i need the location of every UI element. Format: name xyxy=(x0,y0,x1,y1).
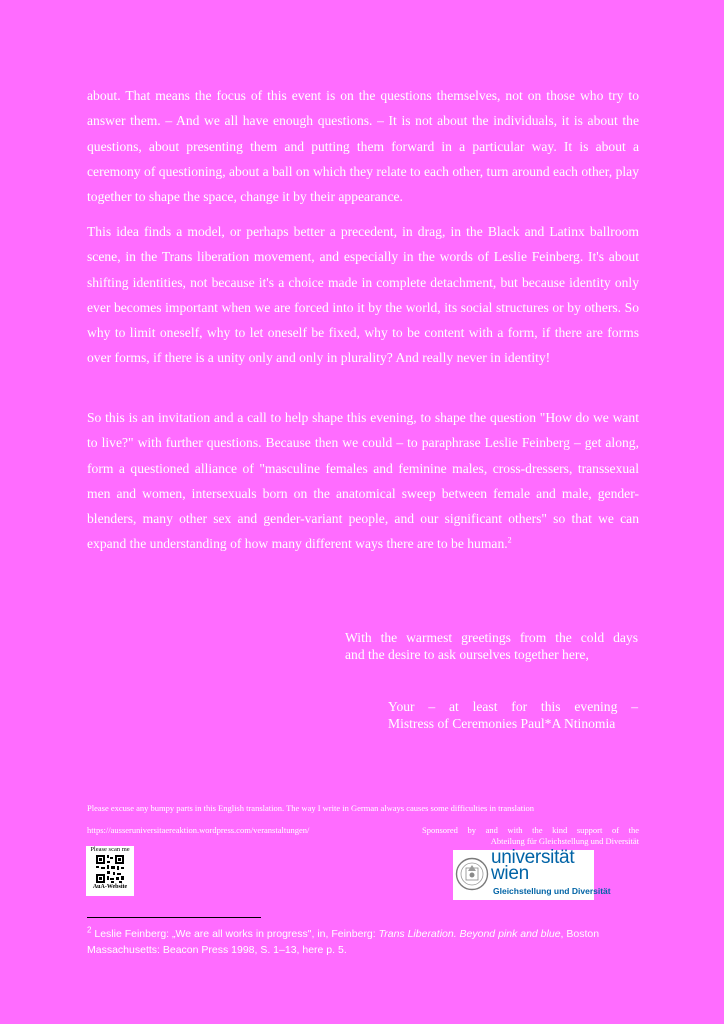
closing-line-3: Your – at least for this evening – xyxy=(388,699,638,714)
closing-line-2: and the desire to ask ourselves together here, xyxy=(345,647,589,662)
body-paragraph-1: about. That means the focus of this event is on the questions themselves, not on those who try to answer them. – And we all have enough questions. – It is not about the individuals, it is about the questions, about presenting them and putting them forward in a particular way. It is about a ceremony of questioning, about a ball on which they relate to each other, turn around each other, play together to shape the space, change it by their appearance. xyxy=(87,88,639,205)
footnote-reference[interactable]: 2 xyxy=(507,535,512,545)
qr-caption-bottom: AuA-Website xyxy=(92,884,128,890)
body-paragraph-3 xyxy=(87,405,639,557)
closing-line-4: Mistress of Ceremonies Paul*A Ntinomia xyxy=(388,716,616,731)
footnote-text-b: , Boston Massachusetts: Beacon Press 1998, S. 1–13, here p. 5. xyxy=(87,928,600,956)
body-paragraph-3-text: So this is an invitation and a call to help shape this evening, to shape the question "How do we want to live?" with further questions. Because then we could – to paraphrase Leslie Feinberg – get along, form a questioned alliance of "masculine females and feminine males, cross-dressers, transsexual men and women, intersexuals born on the anatomical sweep between female and male, gender-blenders, many other sex and gender-variant people, and our significant others" so that we can expand the understanding of how many different ways there are to be human. xyxy=(87,410,639,552)
sponsor-line-2: Abteilung für Gleichstellung und Diversität xyxy=(490,836,639,846)
logo-wordmark-line-1: universität xyxy=(491,847,575,868)
footnote xyxy=(87,926,647,958)
qr-code-icon xyxy=(95,854,125,884)
qr-code[interactable] xyxy=(86,846,134,896)
closing-line-1: With the warmest greetings from the cold days xyxy=(345,630,638,645)
footnote-number: 2 xyxy=(87,925,92,935)
logo-subtitle: Gleichstellung und Diversität xyxy=(493,886,611,896)
qr-caption-top: Please scan me xyxy=(90,846,130,853)
closing-greeting xyxy=(345,629,638,663)
translation-note: Please excuse any bumpy parts in this English translation. The way I write in German always causes some difficulties in translation xyxy=(87,803,535,813)
sponsor-line-1: Sponsored by and with the kind support of the xyxy=(422,825,639,835)
footnote-text-a: Leslie Feinberg: „We are all works in progress", in, Feinberg: xyxy=(91,928,379,940)
sponsor-note xyxy=(422,825,639,847)
website-link[interactable]: https://ausseruniversitaereaktion.wordpress.com/veranstaltungen/ xyxy=(87,825,310,835)
closing-signature xyxy=(388,698,638,732)
body-paragraph-2: This idea finds a model, or perhaps better a precedent, in drag, in the Black and Latinx ballroom scene, in the Trans liberation movement, and especially in the words of Leslie Feinberg. It's about shifting identities, not because it's a choice made in complete detachment, but because identity only ever becomes important when we are forced into it by the world, its social structures or by others. So why to limit oneself, why to let oneself be fixed, why to be content with a form, if there are forms over forms, if there is a unity only and only in plurality? And really never in identity! xyxy=(87,224,639,366)
university-seal-icon xyxy=(455,852,489,896)
footnote-divider xyxy=(87,917,261,918)
logo-wordmark-line-2: wien xyxy=(491,863,529,884)
footnote-book-title: Trans Liberation. Beyond pink and blue xyxy=(378,928,561,940)
logo-wordmark xyxy=(491,847,575,884)
university-vienna-logo xyxy=(453,847,611,900)
